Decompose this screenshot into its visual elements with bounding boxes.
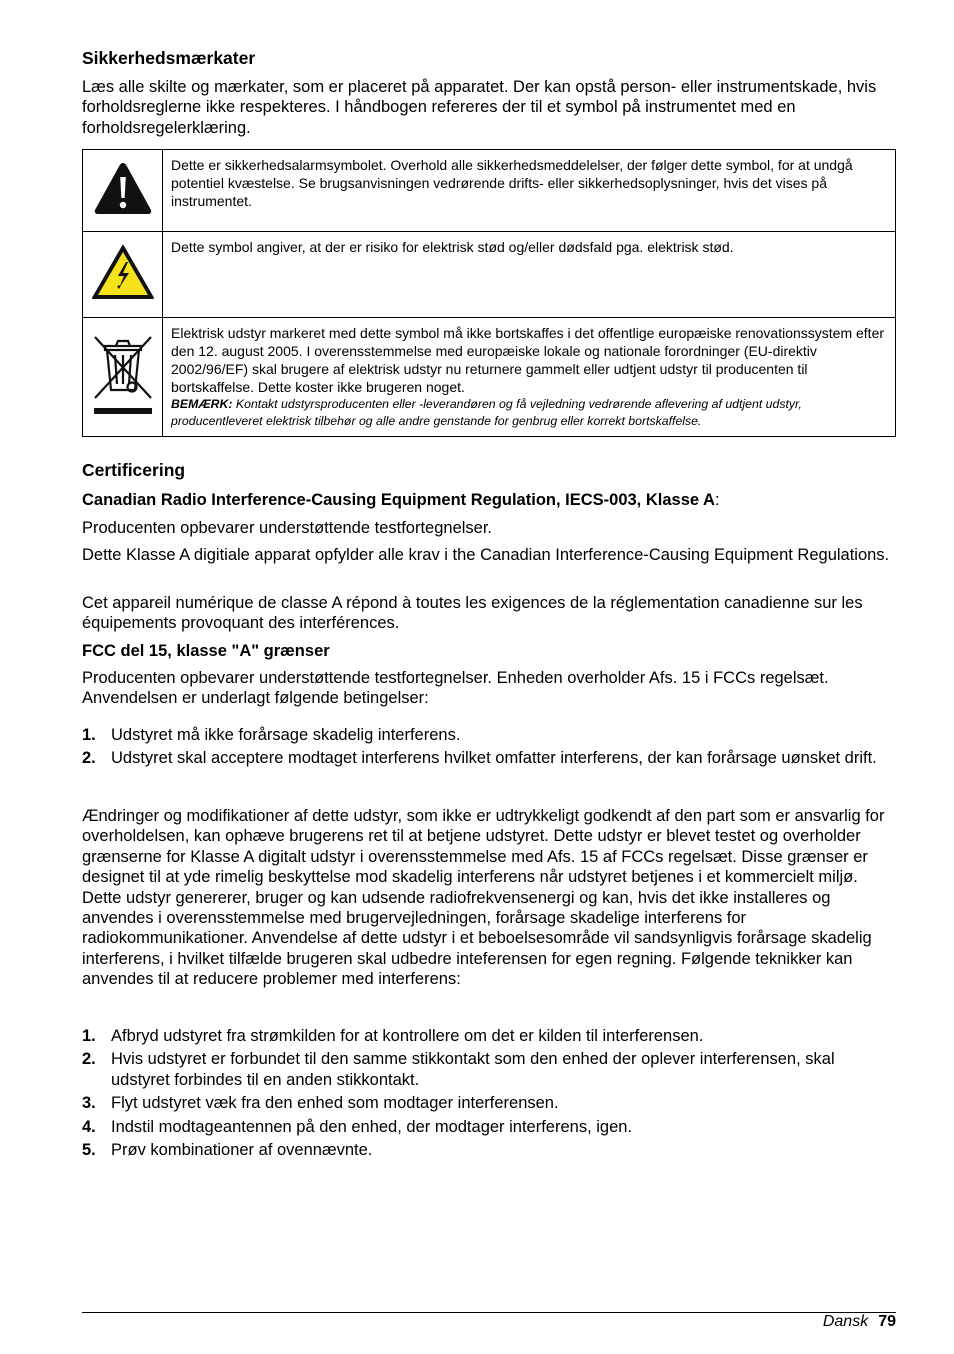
cert-heading: Certificering [82, 460, 186, 480]
canada-colon: : [714, 491, 720, 509]
symbol-row [83, 232, 896, 318]
list-item [82, 1140, 896, 1160]
crossed-bin-icon [83, 318, 163, 437]
symbol-row [83, 318, 896, 437]
list-number: 2. [82, 749, 96, 768]
note [171, 396, 887, 430]
list-text: Udstyret må ikke forårsage skadelig interferens. [111, 726, 461, 744]
list-item [82, 1026, 896, 1046]
list-text: Udstyret skal acceptere modtaget interferens hvilket omfatter interferens, der kan forårsage uønsket drift. [111, 749, 877, 768]
techniques-list [82, 1026, 896, 1160]
list-text: Afbryd udstyret fra strømkilden for at kontrollere om det er kilden til interferensen. [111, 1027, 704, 1045]
page-footer [823, 1312, 896, 1332]
list-item [82, 1049, 896, 1090]
canada-para-1: Producenten opbevarer understøttende testfortegnelser. [82, 519, 493, 537]
note-text: Kontakt udstyrsproducenten eller -leverandøren og få vejledning vedrørende aflevering af udtjent udstyr, producentleveret elektrisk tilbehør og alle andre genstande for genbrug eller korrekt bortskaffelse. [171, 397, 802, 428]
canada-title: Canadian Radio Interference-Causing Equipment Regulation, IECS-003, Klasse A [82, 491, 715, 509]
canada-para-2: Dette Klasse A digitiale apparat opfylder alle krav i the Canadian Interference-Causing Equipment Regulations. [82, 546, 890, 564]
safety-intro: Læs alle skilte og mærkater, som er placeret på apparatet. Der kan opstå person- eller instrumentskade, hvis forholdsreglerne ikke respekteres. I håndbogen refereres der til et symbol på instrumentet med en forholdsregelerklæring. [82, 78, 877, 137]
footer-language: Dansk [822, 1313, 869, 1330]
footer-rule [82, 1312, 896, 1313]
canada-para-3: Cet appareil numérique de classe A répond à toutes les exigences de la réglementation canadienne sur les équipements provoquant des interférences. [82, 594, 863, 633]
symbol-text: Dette symbol angiver, at der er risiko for elektrisk stød og/eller dødsfald pga. elektrisk stød. [163, 232, 896, 318]
weee-text: Elektrisk udstyr markeret med dette symbol må ikke bortskaffes i det offentlige europæiske renovationssystem efter den 12. august 2005. I overensstemmelse med europæiske lokale og nationale forordninger (EU-direktiv 2002/96/EF) skal brugere af elektrisk udstyr nu returnere gammelt eller udtjent udstyr til producenten til bortskaffelse. Dette koster ikke brugeren noget. [171, 325, 885, 395]
list-item [82, 1117, 896, 1137]
symbol-row [83, 150, 896, 232]
conditions-list [82, 725, 896, 769]
list-number: 5. [82, 1141, 96, 1160]
note-label: BEMÆRK: [171, 397, 233, 411]
list-text: Hvis udstyret er forbundet til den samme stikkontakt som den enhed der oplever interferensen, skal udstyret forbindes til en anden stikkontakt. [111, 1050, 835, 1089]
safety-symbols-table [82, 149, 896, 437]
list-number: 3. [82, 1094, 96, 1113]
list-text: Prøv kombinationer af ovennævnte. [111, 1141, 373, 1160]
list-item [82, 1093, 896, 1113]
list-number: 1. [82, 1027, 96, 1045]
list-text: Indstil modtageantennen på den enhed, der modtager interferens, igen. [111, 1117, 633, 1136]
page-number: 79 [878, 1313, 896, 1330]
fcc-para-1: Producenten opbevarer understøttende testfortegnelser. Enheden overholder Afs. 15 i FCCs regelsæt. Anvendelsen er underlagt følgende betingelser: [82, 669, 829, 708]
list-number: 2. [82, 1050, 96, 1069]
canada-title-line [82, 490, 896, 510]
fcc-title: FCC del 15, klasse "A" grænser [82, 642, 330, 660]
list-text: Flyt udstyret væk fra den enhed som modtager interferensen. [111, 1094, 559, 1113]
warning-triangle-icon [83, 150, 163, 232]
symbol-text: Dette er sikkerhedsalarmsymbolet. Overhold alle sikkerhedsmeddelelser, der følger dette symbol, for at undgå potentiel kvæstelse. Se brugsanvisningen vedrørende drifts- eller sikkerhedsoplysninger, hvis det vises på instrumentet. [163, 150, 896, 232]
list-number: 4. [82, 1117, 96, 1136]
list-number: 1. [82, 726, 96, 744]
electric-shock-icon [83, 232, 163, 318]
safety-heading: Sikkerhedsmærkater [82, 48, 256, 68]
list-item [82, 725, 896, 745]
symbol-text [163, 318, 896, 437]
fcc-para-2: Ændringer og modifikationer af dette udstyr, som ikke er udtrykkeligt godkendt af den part som er ansvarlig for overholdelsen, kan ophæve brugerens ret til at betjene udstyret. Dette udstyr er blevet testet og overholder grænserne for Klasse A digitalt udstyr i overensstemmelse med Afs. 15 af FCCs regelsæt. Disse grænser er designet til at yde rimelig beskyttelse mod skadelig interferens når udstyret betjenes i et kommercielt miljø. Dette udstyr genererer, bruger og kan udsende radiofrekvensenergi og kan, hvis det ikke installeres og anvendes i overensstemmelse med brugervejledningen, forårsage skadelige interferens for radiokommunikationer. Anvendelse af dette udstyr i et beboelsesområde vil sandsynligvis forårsage skadelig interferens, i hvilket tilfælde brugeren skal udbedre inteferensen for egen regning. Følgende teknikker kan anvendes til at reducere problemer med interferens: [82, 807, 885, 989]
list-item [82, 748, 896, 768]
